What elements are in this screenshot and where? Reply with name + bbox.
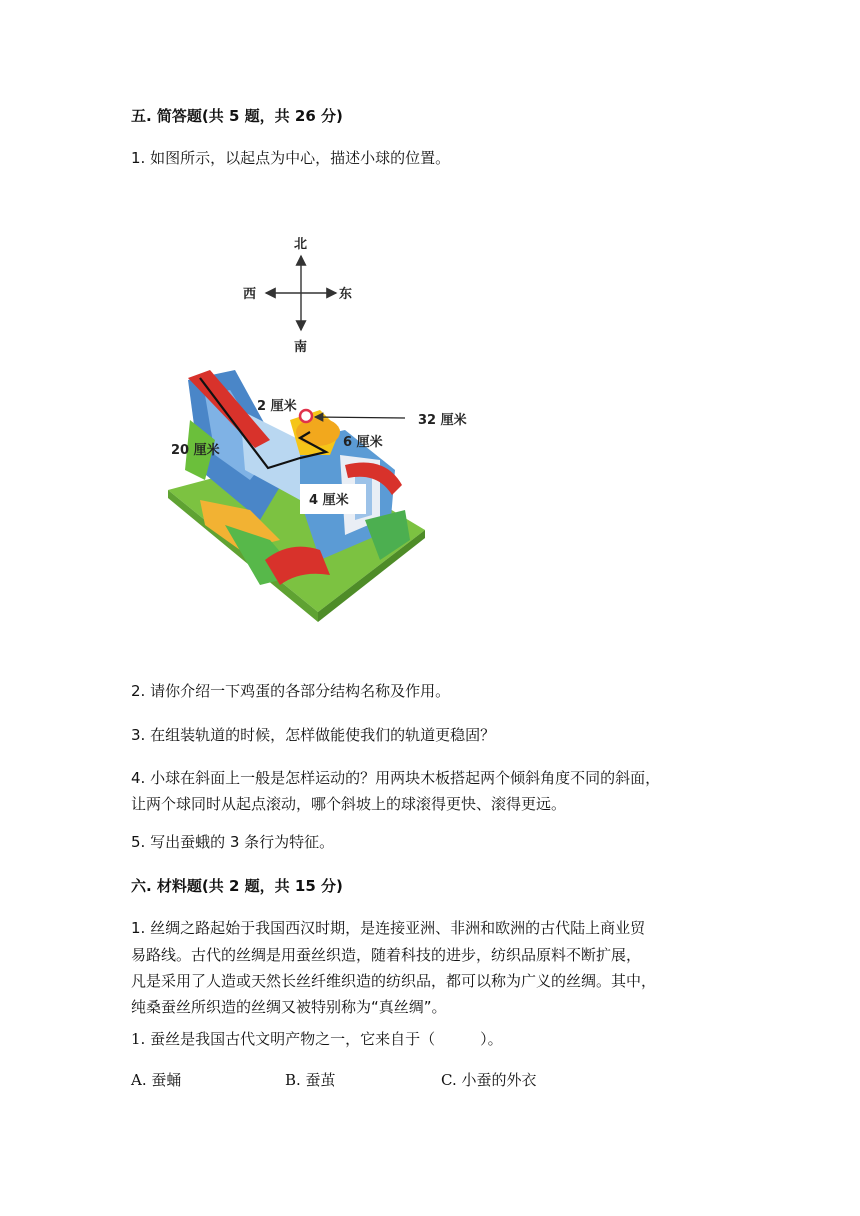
label-6cm: 6 厘米 <box>343 435 383 450</box>
option-a: A. 蚕蛹 <box>131 1071 182 1089</box>
label-2cm: 2 厘米 <box>257 399 297 414</box>
question-2: 2. 请你介绍一下鸡蛋的各部分结构名称及作用。 <box>131 682 451 700</box>
material-line-3: 凡是采用了人造或天然长丝纤维织造的纺织品，都可以称为广义的丝绸。其中， <box>131 972 657 990</box>
option-b: B. 蚕茧 <box>285 1071 336 1089</box>
section-6-title: 六. 材料题(共 2 题，共 15 分) <box>131 877 343 895</box>
compass-south: 南 <box>294 340 308 355</box>
question-5: 5. 写出蚕蛾的 3 条行为特征。 <box>131 833 335 851</box>
compass-north: 北 <box>294 237 308 252</box>
compass-rose <box>243 237 352 355</box>
material-line-4: 纯桑蚕丝所织造的丝绸又被特别称为“真丝绸”。 <box>131 998 447 1016</box>
compass-west: 西 <box>243 287 257 302</box>
label-4cm: 4 厘米 <box>309 493 349 508</box>
label-20cm: 20 厘米 <box>171 443 220 458</box>
compass-east: 东 <box>339 287 353 302</box>
question-1: 1. 如图所示，以起点为中心，描述小球的位置。 <box>131 149 451 167</box>
material-line-1: 1. 丝绸之路起始于我国西汉时期，是连接亚洲、非洲和欧洲的古代陆上商业贸 <box>131 919 646 937</box>
question-4-line-1: 4. 小球在斜面上一般是怎样运动的？用两块木板搭起两个倾斜角度不同的斜面， <box>131 769 661 787</box>
question-4-line-2: 让两个球同时从起点滚动，哪个斜坡上的球滚得更快、滚得更远。 <box>131 795 567 813</box>
sub-question-1: 1. 蚕丝是我国古代文明产物之一，它来自于（ ）。 <box>131 1030 503 1048</box>
option-c: C. 小蚕的外衣 <box>441 1071 537 1089</box>
label-32cm: 32 厘米 <box>418 413 467 428</box>
question-3: 3. 在组装轨道的时候，怎样做能使我们的轨道更稳固？ <box>131 726 496 744</box>
section-5-title: 五. 简答题(共 5 题，共 26 分) <box>131 107 343 125</box>
material-line-2: 易路线。古代的丝绸是用蚕丝织造，随着科技的进步，纺织品原料不断扩展， <box>131 946 642 964</box>
